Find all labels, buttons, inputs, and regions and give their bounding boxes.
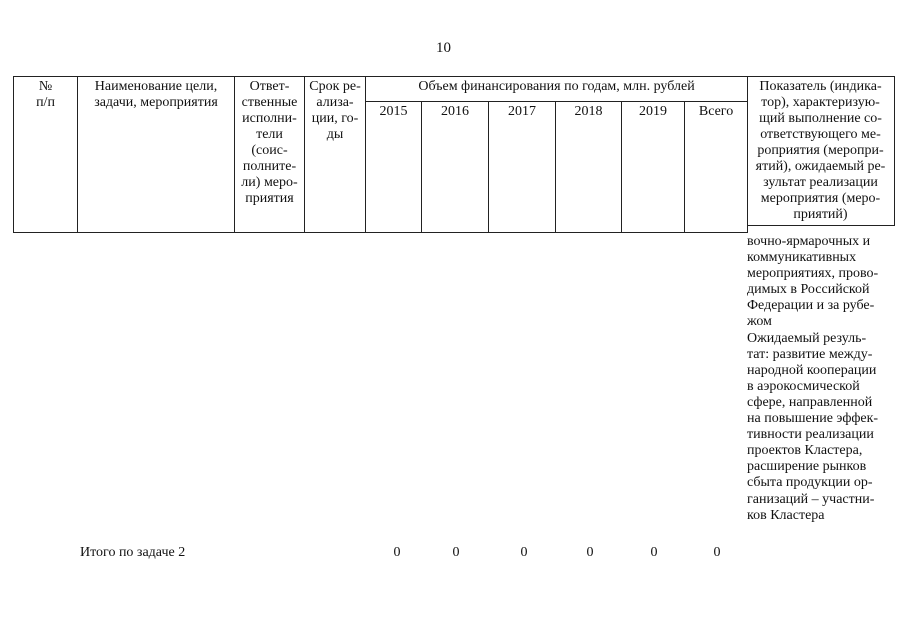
header-name-line: задачи, мероприятия xyxy=(94,95,218,110)
total-value: 0 xyxy=(650,545,658,560)
continuation-line: мероприятиях, прово- xyxy=(747,266,879,282)
header-executors-line: тели xyxy=(256,127,283,142)
total-value: 0 xyxy=(393,545,401,560)
total-value: 0 xyxy=(713,545,721,560)
continuation-line: ков Кластера xyxy=(747,507,825,523)
header-executors-line: ли) меро- xyxy=(241,175,298,190)
header-number-line: № xyxy=(38,79,53,94)
header-indicator-line: роприятия (меропри- xyxy=(757,143,884,158)
continuation-line: народной кооперации xyxy=(747,362,877,378)
header-executors-line: ственные xyxy=(241,95,298,110)
header-name-line: Наименование цели, xyxy=(94,79,218,94)
continuation-line: коммуникативных xyxy=(747,250,857,266)
indicator-continuation xyxy=(747,234,899,524)
header-executors xyxy=(235,77,305,233)
continuation-line: сфере, направленной xyxy=(747,394,873,410)
header-indicator-line: тор), характеризую- xyxy=(761,95,880,110)
continuation-line: ганизаций – участни- xyxy=(747,491,875,507)
header-term-line: ции, го- xyxy=(311,111,359,126)
continuation-line: в аэрокосмической xyxy=(747,378,860,394)
header-indicator xyxy=(747,76,895,226)
continuation-line: Ожидаемый резуль- xyxy=(747,330,867,346)
header-total: Всего xyxy=(685,102,748,233)
continuation-line: Федерации и за рубе- xyxy=(747,298,875,314)
header-term-line: Срок ре- xyxy=(309,79,361,94)
page-number: 10 xyxy=(436,40,451,56)
header-indicator-line: ответствующего ме- xyxy=(760,127,881,142)
header-indicator-line: мероприятия (меро- xyxy=(760,191,881,206)
header-executors-line: полните- xyxy=(242,159,297,174)
header-finance-group: Объем финансирования по годам, млн. рублей xyxy=(366,77,748,102)
continuation-line: вочно-ярмарочных и xyxy=(747,234,871,249)
header-number xyxy=(14,77,78,233)
total-value: 0 xyxy=(520,545,528,560)
header-year: 2018 xyxy=(556,102,622,233)
continuation-line: на повышение эффек- xyxy=(747,411,879,427)
header-executors-line: приятия xyxy=(245,191,294,206)
continuation-line: жом xyxy=(747,314,772,330)
continuation-line: тивности реализации xyxy=(747,427,874,443)
continuation-line: тат: развитие между- xyxy=(747,346,873,362)
header-indicator-line: приятий) xyxy=(793,207,848,222)
header-term xyxy=(305,77,366,233)
header-executors-line: исполни- xyxy=(242,111,297,126)
header-executors-line: Ответ- xyxy=(249,79,290,94)
continuation-line: сбыта продукции ор- xyxy=(747,475,873,491)
total-value: 0 xyxy=(586,545,594,560)
header-year: 2015 xyxy=(366,102,422,233)
header-indicator-line: ятий), ожидаемый ре- xyxy=(755,159,886,174)
header-year: 2016 xyxy=(422,102,489,233)
header-year: 2017 xyxy=(489,102,556,233)
header-number-line: п/п xyxy=(36,95,55,110)
header-term-line: ды xyxy=(326,127,344,142)
total-label: Итого по задаче 2 xyxy=(80,545,186,560)
header-term-line: ализа- xyxy=(316,95,354,110)
header-indicator-line: зультат реализации xyxy=(763,175,878,190)
header-indicator-line: Показатель (индика- xyxy=(759,79,882,94)
header-executors-line: (соис- xyxy=(251,143,288,158)
continuation-line: димых в Российской xyxy=(747,282,870,298)
budget-table xyxy=(13,76,748,233)
continuation-line: расширение рынков xyxy=(747,459,867,475)
header-year: 2019 xyxy=(622,102,685,233)
header-name xyxy=(78,77,235,233)
total-value: 0 xyxy=(452,545,460,560)
continuation-line: проектов Кластера, xyxy=(747,443,863,459)
header-indicator-line: щий выполнение со- xyxy=(759,111,882,126)
